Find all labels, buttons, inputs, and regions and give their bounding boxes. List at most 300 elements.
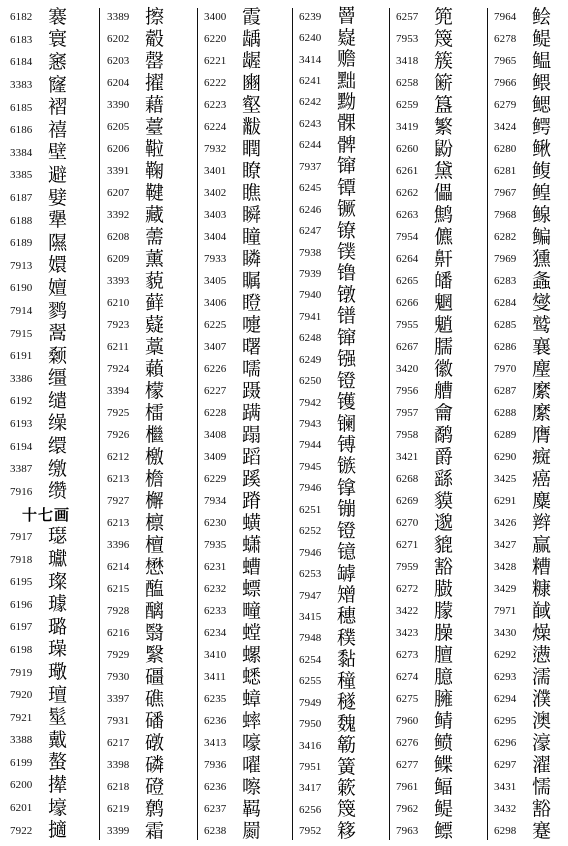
index-entry (494, 622, 566, 644)
entry-character: 嬗 (48, 276, 68, 299)
entry-number: 3391 (107, 165, 130, 177)
column-divider (487, 8, 488, 840)
entry-number: 7961 (396, 781, 419, 793)
entry-character: 霜 (145, 819, 165, 842)
index-entry (396, 336, 480, 358)
index-entry (204, 710, 288, 732)
entry-character: 臌 (434, 577, 454, 600)
entry-number: 3432 (494, 803, 517, 815)
index-entry (10, 548, 92, 571)
entry-number: 6189 (10, 237, 33, 250)
index-entry (494, 402, 566, 424)
index-entry (494, 534, 566, 556)
index-entry (204, 336, 288, 358)
entry-character: 藾 (145, 357, 165, 380)
entry-number: 7935 (204, 539, 227, 551)
index-entry (107, 556, 191, 578)
entry-character: 曙 (242, 335, 262, 358)
entry-number: 7915 (10, 327, 33, 340)
entry-character: 犟 (48, 209, 68, 232)
entry-number: 7971 (494, 605, 517, 617)
index-entry (299, 27, 383, 48)
entry-character: 篼 (434, 5, 454, 28)
index-entry (107, 402, 191, 424)
entry-character: 薷 (145, 225, 165, 248)
entry-character: 镢 (337, 198, 357, 221)
entry-number: 6196 (10, 598, 33, 611)
entry-number: 6194 (10, 440, 33, 453)
entry-character: 鲭 (434, 709, 454, 732)
index-entry (396, 512, 480, 534)
entry-character: 瞭 (242, 159, 262, 182)
entry-character: 壕 (48, 796, 68, 819)
index-entry (204, 578, 288, 600)
entry-character: 瞬 (242, 203, 262, 226)
entry-number: 6291 (494, 495, 517, 507)
entry-number: 7946 (299, 546, 322, 559)
index-entry (299, 392, 383, 413)
index-column-4 (299, 6, 383, 842)
entry-character: 蟥 (242, 511, 262, 534)
index-entry (494, 138, 566, 160)
index-entry (396, 226, 480, 248)
index-entry (494, 116, 566, 138)
entry-number: 3397 (107, 693, 130, 705)
index-entry (204, 556, 288, 578)
entry-character: 鲙 (532, 5, 552, 28)
index-entry (299, 285, 383, 306)
index-entry (107, 754, 191, 776)
entry-character: 缳 (48, 435, 68, 458)
entry-number: 6231 (204, 561, 227, 573)
entry-character: 鹬 (434, 423, 454, 446)
entry-character: 璩 (48, 593, 68, 616)
index-entry (396, 666, 480, 688)
entry-character: 鲾 (434, 775, 454, 798)
index-entry (396, 270, 480, 292)
index-entry (107, 512, 191, 534)
entry-number: 6219 (107, 803, 130, 815)
entry-number: 3427 (494, 539, 517, 551)
index-entry (10, 96, 92, 119)
entry-character: 蹇 (532, 819, 552, 842)
index-entry (494, 600, 566, 622)
entry-character: 穜 (337, 669, 357, 692)
index-entry (299, 135, 383, 156)
entry-number: 7926 (107, 429, 130, 441)
entry-number: 3383 (10, 79, 33, 92)
entry-number: 7940 (299, 289, 322, 302)
index-entry (10, 616, 92, 639)
entry-character: 髽 (48, 706, 68, 729)
entry-character: 膺 (532, 423, 552, 446)
index-entry (299, 585, 383, 606)
entry-character: 魏 (337, 712, 357, 735)
entry-character: 穙 (337, 626, 357, 649)
index-entry (299, 370, 383, 391)
entry-character: 镩 (337, 326, 357, 349)
entry-character: 朦 (434, 599, 454, 622)
entry-number: 6228 (204, 407, 227, 419)
entry-number: 6186 (10, 124, 33, 137)
entry-number: 6256 (299, 803, 322, 816)
index-entry (494, 50, 566, 72)
index-entry (494, 776, 566, 798)
entry-character: 鲽 (434, 753, 454, 776)
index-entry (494, 666, 566, 688)
index-entry (107, 380, 191, 402)
entry-character: 螵 (242, 577, 262, 600)
index-entry (204, 94, 288, 116)
entry-number: 7914 (10, 305, 33, 318)
index-entry (299, 735, 383, 756)
entry-number: 6209 (107, 253, 130, 265)
index-entry (204, 622, 288, 644)
entry-number: 3426 (494, 517, 517, 529)
entry-character: 檩 (145, 511, 165, 534)
index-entry (204, 600, 288, 622)
entry-number: 6282 (494, 231, 517, 243)
index-entry (396, 358, 480, 380)
index-entry (299, 349, 383, 370)
entry-character: 蹋 (242, 423, 262, 446)
index-entry (494, 490, 566, 512)
index-entry (107, 50, 191, 72)
index-entry (396, 424, 480, 446)
entry-number: 6250 (299, 375, 322, 388)
index-entry (396, 776, 480, 798)
entry-number: 6262 (396, 187, 419, 199)
entry-number: 7953 (396, 33, 419, 45)
entry-character: 壑 (242, 93, 262, 116)
index-entry (299, 478, 383, 499)
index-entry (494, 226, 566, 248)
index-entry (396, 50, 480, 72)
entry-number: 7946 (299, 482, 322, 495)
entry-character: 藏 (145, 203, 165, 226)
entry-number: 3430 (494, 627, 517, 639)
entry-character: 繄 (145, 643, 165, 666)
index-entry (10, 51, 92, 74)
index-entry (494, 358, 566, 380)
entry-number: 6279 (494, 99, 517, 111)
index-entry (396, 798, 480, 820)
entry-number: 6199 (10, 756, 33, 769)
entry-character: 罅 (337, 562, 357, 585)
index-entry (299, 6, 383, 27)
entry-number: 6190 (10, 282, 33, 295)
entry-character: 镤 (337, 241, 357, 264)
index-entry (107, 446, 191, 468)
index-entry (10, 209, 92, 232)
index-entry (204, 314, 288, 336)
index-entry (299, 671, 383, 692)
index-entry (299, 713, 383, 734)
index-entry (204, 138, 288, 160)
entry-number: 6293 (494, 671, 517, 683)
index-entry (204, 732, 288, 754)
index-entry (204, 226, 288, 248)
entry-number: 7919 (10, 666, 33, 679)
entry-number: 3409 (204, 451, 227, 463)
entry-number: 6200 (10, 779, 33, 792)
entry-number: 6239 (299, 10, 322, 23)
index-column-3 (204, 6, 288, 842)
index-entry (299, 328, 383, 349)
entry-character: 瓛 (48, 548, 68, 571)
index-entry (204, 534, 288, 556)
entry-character: 璐 (48, 615, 68, 638)
entry-character: 簃 (337, 819, 357, 842)
entry-character: 黻 (242, 115, 262, 138)
entry-number: 6278 (494, 33, 517, 45)
index-entry (204, 160, 288, 182)
entry-number: 6220 (204, 33, 227, 45)
entry-character: 燥 (532, 621, 552, 644)
index-entry (299, 628, 383, 649)
entry-number: 6182 (10, 11, 33, 24)
entry-number: 7944 (299, 439, 322, 452)
index-entry (299, 306, 383, 327)
entry-character: 撵 (48, 773, 68, 796)
entry-number: 6205 (107, 121, 130, 133)
entry-character: 藉 (145, 93, 165, 116)
entry-character: 罄 (145, 49, 165, 72)
entry-number: 6274 (396, 671, 419, 683)
entry-number: 6206 (107, 143, 130, 155)
entry-number: 7942 (299, 396, 322, 409)
entry-number: 7948 (299, 632, 322, 645)
index-entry (396, 94, 480, 116)
entry-number: 6234 (204, 627, 227, 639)
entry-number: 6257 (396, 11, 419, 23)
entry-character: 篾 (337, 798, 357, 821)
entry-character: 鳂 (532, 71, 552, 94)
index-entry (10, 571, 92, 594)
index-entry (396, 622, 480, 644)
index-entry (107, 490, 191, 512)
entry-character: 镩 (337, 155, 357, 178)
entry-number: 6275 (396, 693, 419, 705)
index-entry (396, 490, 480, 512)
index-entry (10, 413, 92, 436)
entry-character: 懦 (532, 775, 552, 798)
entry-character: 篾 (434, 27, 454, 50)
entry-number: 6185 (10, 101, 33, 114)
entry-number: 6183 (10, 33, 33, 46)
entry-character: 濯 (532, 753, 552, 776)
entry-number: 6292 (494, 649, 517, 661)
entry-number: 3394 (107, 385, 130, 397)
entry-character: 鞡 (145, 137, 165, 160)
entry-number: 7957 (396, 407, 419, 419)
entry-character: 麋 (532, 489, 552, 512)
index-entry (299, 606, 383, 627)
index-entry (299, 499, 383, 520)
entry-character: 鹪 (434, 203, 454, 226)
index-entry (10, 752, 92, 775)
entry-character: 避 (48, 163, 68, 186)
index-entry (494, 644, 566, 666)
index-entry (204, 182, 288, 204)
entry-number: 3418 (396, 55, 419, 67)
entry-character: 觳 (145, 27, 165, 50)
entry-number: 7922 (10, 824, 33, 837)
entry-character: 螽 (532, 269, 552, 292)
entry-character: 螬 (242, 555, 262, 578)
index-entry (107, 314, 191, 336)
index-entry (299, 778, 383, 799)
index-entry (494, 336, 566, 358)
index-entry (107, 226, 191, 248)
entry-number: 6222 (204, 77, 227, 89)
entry-character: 禧 (48, 118, 68, 141)
index-entry (494, 314, 566, 336)
index-entry (204, 380, 288, 402)
index-entry (204, 820, 288, 842)
entry-character: 戴 (48, 728, 68, 751)
entry-character: 嚓 (242, 775, 262, 798)
index-entry (494, 468, 566, 490)
entry-character: 黝 (337, 90, 357, 113)
index-entry (396, 688, 480, 710)
entry-character: 蟑 (242, 687, 262, 710)
index-entry (10, 774, 92, 797)
index-entry (107, 6, 191, 28)
index-entry (107, 732, 191, 754)
entry-number: 3428 (494, 561, 517, 573)
entry-number: 7916 (10, 485, 33, 498)
index-entry (204, 666, 288, 688)
index-entry (396, 72, 480, 94)
entry-character: 镎 (337, 476, 357, 499)
entry-number: 3402 (204, 187, 227, 199)
entry-number: 6212 (107, 451, 130, 463)
entry-character: 罽 (242, 819, 262, 842)
entry-number: 6187 (10, 192, 33, 205)
entry-character: 镨 (337, 305, 357, 328)
entry-character: 簕 (337, 734, 357, 757)
index-entry (10, 255, 92, 278)
entry-character: 縻 (532, 401, 552, 424)
entry-character: 瞤 (242, 137, 262, 160)
entry-number: 6240 (299, 32, 322, 45)
entry-character: 龋 (242, 27, 262, 50)
entry-number: 3406 (204, 297, 227, 309)
entry-character: 簧 (337, 755, 357, 778)
index-entry (299, 692, 383, 713)
entry-character: 蟋 (242, 665, 262, 688)
index-entry (10, 480, 92, 503)
entry-character: 镬 (337, 391, 357, 414)
index-entry (204, 204, 288, 226)
entry-character: 嚅 (242, 357, 262, 380)
entry-character: 礁 (145, 687, 165, 710)
entry-number: 7931 (107, 715, 130, 727)
entry-character: 矰 (337, 584, 357, 607)
entry-character: 繁 (434, 115, 454, 138)
entry-number: 6258 (396, 77, 419, 89)
entry-number: 3424 (494, 121, 517, 133)
entry-character: 镧 (337, 412, 357, 435)
entry-character: 璱 (48, 525, 68, 548)
index-entry (10, 322, 92, 345)
index-entry (299, 178, 383, 199)
entry-number: 7952 (299, 825, 322, 838)
index-entry (494, 732, 566, 754)
entry-character: 缰 (48, 367, 68, 390)
entry-number: 3420 (396, 363, 419, 375)
index-entry (299, 199, 383, 220)
entry-character: 鳁 (532, 49, 552, 72)
entry-number: 6259 (396, 99, 419, 111)
entry-character: 璥 (48, 661, 68, 684)
entry-number: 6290 (494, 451, 517, 463)
entry-number: 6214 (107, 561, 130, 573)
entry-number: 6254 (299, 653, 322, 666)
entry-character: 簋 (434, 93, 454, 116)
entry-character: 檬 (145, 379, 165, 402)
entry-number: 6280 (494, 143, 517, 155)
index-entry (107, 424, 191, 446)
entry-character: 礓 (145, 665, 165, 688)
entry-character: 藓 (145, 291, 165, 314)
entry-character: 镫 (337, 369, 357, 392)
entry-number: 6251 (299, 503, 322, 516)
entry-character: 藁 (145, 335, 165, 358)
index-entry (396, 138, 480, 160)
entry-number: 6236 (204, 781, 227, 793)
index-entry (107, 248, 191, 270)
entry-number: 6241 (299, 75, 322, 88)
entry-character: 璨 (48, 570, 68, 593)
index-entry (10, 661, 92, 684)
entry-number: 6284 (494, 297, 517, 309)
entry-number: 7945 (299, 460, 322, 473)
entry-character: 螳 (242, 621, 262, 644)
index-column-5 (396, 6, 480, 842)
index-entry (107, 94, 191, 116)
entry-character: 璪 (48, 638, 68, 661)
index-entry (204, 72, 288, 94)
entry-character: 簇 (434, 49, 454, 72)
entry-number: 6238 (204, 825, 227, 837)
entry-number: 6297 (494, 759, 517, 771)
entry-number: 6210 (107, 297, 130, 309)
index-entry (107, 820, 191, 842)
entry-character: 蟀 (242, 709, 262, 732)
entry-character: 癍 (532, 445, 552, 468)
entry-character: 镡 (337, 176, 357, 199)
index-entry (494, 270, 566, 292)
index-column-2 (107, 6, 191, 842)
index-entry (299, 649, 383, 670)
entry-character: 薹 (145, 115, 165, 138)
entry-character: 缱 (48, 389, 68, 412)
entry-number: 7918 (10, 553, 33, 566)
entry-character: 瞪 (242, 291, 262, 314)
entry-character: 镈 (337, 433, 357, 456)
entry-character: 貘 (434, 489, 454, 512)
index-entry (299, 521, 383, 542)
index-entry (494, 710, 566, 732)
index-entry (10, 300, 92, 323)
index-entry (204, 270, 288, 292)
entry-number: 6268 (396, 473, 419, 485)
entry-number: 6269 (396, 495, 419, 507)
index-entry (10, 277, 92, 300)
entry-character: 罾 (337, 5, 357, 28)
